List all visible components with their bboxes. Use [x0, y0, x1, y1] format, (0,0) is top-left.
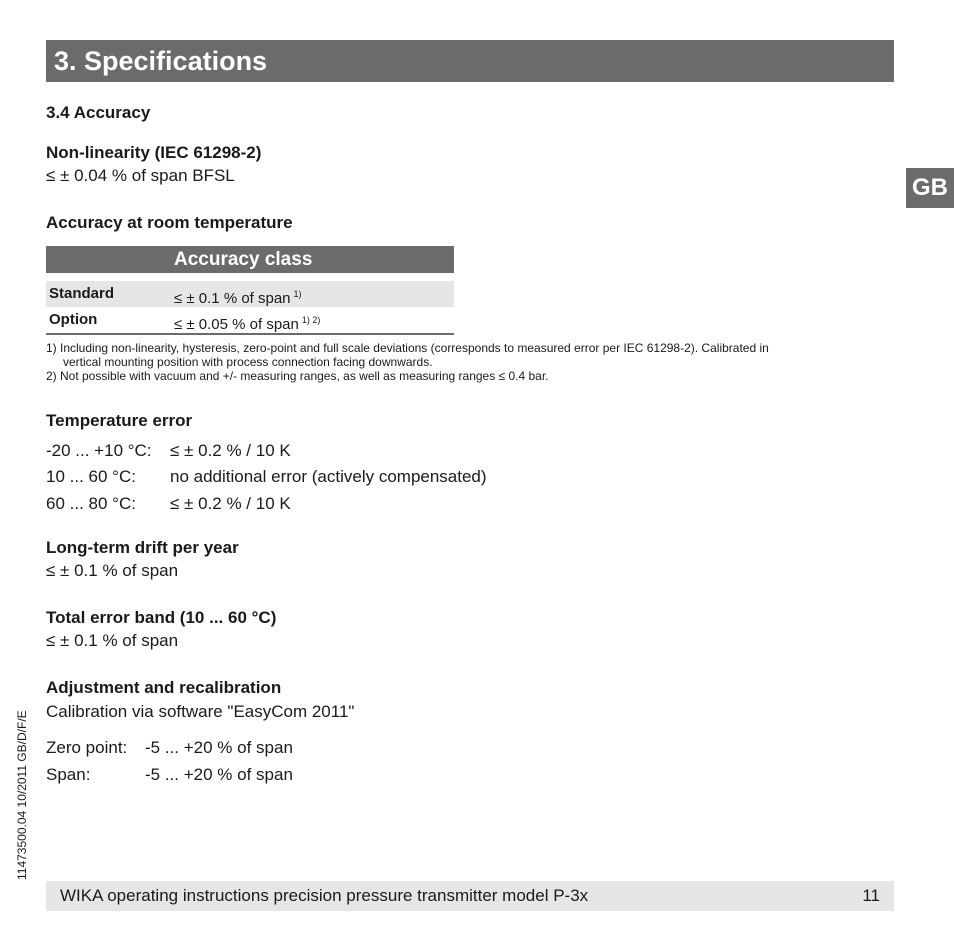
total-error-band-value: ≤ ± 0.1 % of span [46, 631, 179, 650]
temperature-error-heading: Temperature error [46, 411, 193, 430]
accuracy-room-heading: Accuracy at room temperature [46, 213, 293, 232]
table-row [46, 281, 454, 307]
adjustment-value: Calibration via software "EasyCom 2011" [46, 702, 355, 721]
list-item: 60 ... 80 °C: ≤ ± 0.2 % / 10 K [46, 494, 291, 513]
footnote-ref: 1) 2) [301, 315, 321, 325]
list-item: -20 ... +10 °C: ≤ ± 0.2 % / 10 K [46, 441, 291, 460]
page-number: 11 [862, 886, 880, 905]
row-label: Option [49, 311, 98, 328]
row-label: Standard [49, 285, 115, 302]
non-linearity-heading: Non-linearity (IEC 61298-2) [46, 143, 262, 162]
list-item: Zero point: -5 ... +20 % of span [46, 738, 293, 757]
footnote-ref: 1) [293, 289, 302, 299]
long-term-drift-value: ≤ ± 0.1 % of span [46, 561, 179, 580]
long-term-drift-heading: Long-term drift per year [46, 538, 239, 557]
footnote-1: 1) Including non-linearity, hysteresis, zero-point and full scale deviations (corresponds to measured error per IEC 61298-2). Calibrated in [46, 341, 769, 355]
accuracy-table [46, 246, 454, 335]
footer-text: WIKA operating instructions precision pressure transmitter model P-3x [60, 886, 589, 905]
adjustment-heading: Adjustment and recalibration [46, 678, 282, 697]
accuracy-table-header: Accuracy class [46, 246, 454, 273]
footer [46, 881, 894, 911]
section-title: 3.4 Accuracy [46, 103, 151, 122]
language-tab: GB [906, 168, 954, 208]
footnote-1-cont: vertical mounting position with process connection facing downwards. [63, 355, 433, 369]
footnote-2: 2) Not possible with vacuum and +/- measuring ranges, as well as measuring ranges ≤ 0.4 bar. [46, 369, 549, 383]
non-linearity-value: ≤ ± 0.04 % of span BFSL [46, 166, 235, 185]
page-title: 3. Specifications [46, 40, 894, 82]
document-code: 11473500.04 10/2011 GB/D/F/E [15, 710, 29, 880]
table-row [46, 307, 454, 333]
list-item: Span: -5 ... +20 % of span [46, 765, 293, 784]
row-value: ≤ ± 0.05 % of span $^{1) 2)}$ [174, 315, 321, 333]
list-item: 10 ... 60 °C: no additional error (actively compensated) [46, 467, 487, 486]
row-value: ≤ ± 0.1 % of span $^{1)}$ [174, 289, 302, 307]
total-error-band-heading: Total error band (10 ... 60 °C) [46, 608, 277, 627]
